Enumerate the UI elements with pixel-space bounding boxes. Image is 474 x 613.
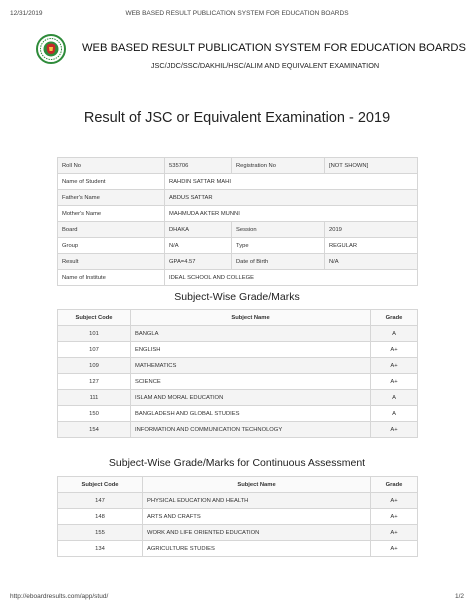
subject-grade: A+ — [371, 342, 418, 358]
column-header-code: Subject Code — [58, 477, 143, 493]
table-row — [58, 358, 418, 374]
subject-name: ARTS AND CRAFTS — [143, 509, 371, 525]
subject-code: 148 — [58, 509, 143, 525]
table-row — [58, 254, 418, 270]
result-value: GPA=4.57 — [165, 254, 232, 270]
info-label: Result — [58, 254, 165, 270]
subject-name: PHYSICAL EDUCATION AND HEALTH — [143, 493, 371, 509]
print-doc-title: WEB BASED RESULT PUBLICATION SYSTEM FOR EDUCATION BOARDS — [125, 10, 349, 17]
subject-grade: A — [371, 406, 418, 422]
subject-code: 101 — [58, 326, 131, 342]
column-header-name: Subject Name — [131, 310, 371, 326]
subject-name: SCIENCE — [131, 374, 371, 390]
subject-grade: A+ — [371, 525, 418, 541]
table-row — [58, 326, 418, 342]
info-label: Mother's Name — [58, 206, 165, 222]
board-value: DHAKA — [165, 222, 232, 238]
info-label: Board — [58, 222, 165, 238]
column-header-grade: Grade — [371, 310, 418, 326]
continuous-section-title: Subject-Wise Grade/Marks for Continuous Assessment — [108, 457, 366, 469]
table-row — [58, 270, 418, 286]
subject-grade: A+ — [371, 422, 418, 438]
dob-value: N/A — [325, 254, 418, 270]
subject-code: 155 — [58, 525, 143, 541]
subject-code: 127 — [58, 374, 131, 390]
table-row — [58, 390, 418, 406]
subject-name: WORK AND LIFE ORIENTED EDUCATION — [143, 525, 371, 541]
print-url: http://eboardresults.com/app/stud/ — [10, 593, 109, 600]
type-value: REGULAR — [325, 238, 418, 254]
table-row — [58, 342, 418, 358]
info-label: Roll No — [58, 158, 165, 174]
subject-code: 134 — [58, 541, 143, 557]
table-row — [58, 158, 418, 174]
info-label: Name of Institute — [58, 270, 165, 286]
exam-categories: JSC/JDC/SSC/DAKHIL/HSC/ALIM AND EQUIVALENT EXAMINATION — [150, 61, 380, 70]
table-row — [58, 509, 418, 525]
info-label: Date of Birth — [232, 254, 325, 270]
subject-code: 111 — [58, 390, 131, 406]
subject-name: ENGLISH — [131, 342, 371, 358]
institute-value: IDEAL SCHOOL AND COLLEGE — [165, 270, 418, 286]
table-row — [58, 174, 418, 190]
print-header — [10, 10, 464, 20]
table-row — [58, 238, 418, 254]
info-label: Father's Name — [58, 190, 165, 206]
table-row — [58, 493, 418, 509]
table-row — [58, 206, 418, 222]
subject-grade: A+ — [371, 493, 418, 509]
table-row — [58, 190, 418, 206]
subject-code: 147 — [58, 493, 143, 509]
subject-grade: A — [371, 390, 418, 406]
subject-grade: A+ — [371, 358, 418, 374]
column-header-grade: Grade — [371, 477, 418, 493]
student-info-table — [57, 157, 418, 286]
subject-code: 109 — [58, 358, 131, 374]
mother-name-value: MAHMUDA AKTER MUNNI — [165, 206, 418, 222]
table-row — [58, 222, 418, 238]
subject-name: ISLAM AND MORAL EDUCATION — [131, 390, 371, 406]
table-row — [58, 374, 418, 390]
student-name-value: RAHDIN SATTAR MAHI — [165, 174, 418, 190]
subject-code: 150 — [58, 406, 131, 422]
continuous-assessment-table — [57, 476, 418, 557]
info-label: Group — [58, 238, 165, 254]
group-value: N/A — [165, 238, 232, 254]
column-header-name: Subject Name — [143, 477, 371, 493]
page-number: 1/2 — [454, 593, 464, 600]
table-row — [58, 525, 418, 541]
table-header-row — [58, 477, 418, 493]
subject-name: BANGLA — [131, 326, 371, 342]
table-row — [58, 541, 418, 557]
print-date: 12/31/2019 — [10, 10, 43, 17]
subject-grade: A+ — [371, 541, 418, 557]
board-seal-icon — [36, 34, 66, 64]
page-title: Result of JSC or Equivalent Examination - 2019 — [83, 110, 391, 126]
father-name-value: ABDUS SATTAR — [165, 190, 418, 206]
info-label: Session — [232, 222, 325, 238]
table-row — [58, 406, 418, 422]
subject-code: 154 — [58, 422, 131, 438]
subject-grade: A+ — [371, 509, 418, 525]
subject-code: 107 — [58, 342, 131, 358]
column-header-code: Subject Code — [58, 310, 131, 326]
info-label: Type — [232, 238, 325, 254]
roll-value: 535706 — [165, 158, 232, 174]
print-footer — [10, 593, 464, 603]
subject-grade: A+ — [371, 374, 418, 390]
registration-value: [NOT SHOWN] — [325, 158, 418, 174]
subject-name: BANGLADESH AND GLOBAL STUDIES — [131, 406, 371, 422]
info-label: Registration No — [232, 158, 325, 174]
subject-grade: A — [371, 326, 418, 342]
subject-name: MATHEMATICS — [131, 358, 371, 374]
info-label: Name of Student — [58, 174, 165, 190]
grades-table — [57, 309, 418, 438]
table-row — [58, 422, 418, 438]
system-title: WEB BASED RESULT PUBLICATION SYSTEM FOR EDUCATION BOARDS — [82, 42, 466, 54]
session-value: 2019 — [325, 222, 418, 238]
table-header-row — [58, 310, 418, 326]
subject-name: INFORMATION AND COMMUNICATION TECHNOLOGY — [131, 422, 371, 438]
subject-name: AGRICULTURE STUDIES — [143, 541, 371, 557]
banner — [36, 34, 466, 76]
grades-section-title: Subject-Wise Grade/Marks — [174, 291, 300, 303]
